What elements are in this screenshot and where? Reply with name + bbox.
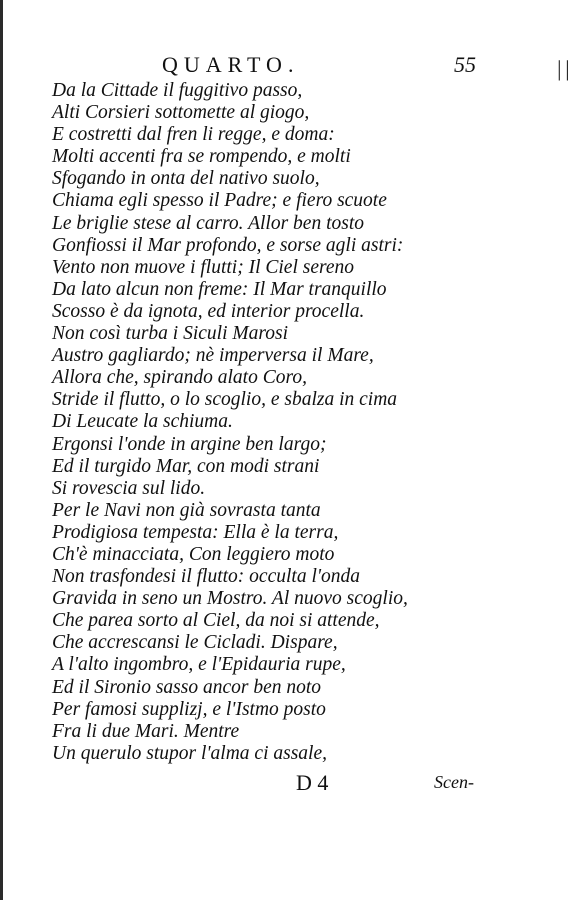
page-header — [0, 52, 578, 80]
verse-line: A l'alto ingombro, e l'Epidauria rupe, — [52, 654, 346, 676]
verse-line: Molti accenti fra se rompendo, e molti — [52, 146, 351, 168]
page-edge — [0, 0, 3, 900]
margin-marks: || — [555, 56, 572, 81]
verse-line: Alti Corsieri sottomette al giogo, — [52, 102, 310, 124]
verse-line: Gonfiossi il Mar profondo, e sorse agli astri: — [52, 234, 404, 256]
verse-line: Chiama egli spesso il Padre; e fiero scuote — [52, 190, 387, 212]
page-number: 55 — [454, 52, 476, 77]
verse-line: E costretti dal fren li regge, e doma: — [52, 124, 335, 146]
verse-line: Sfogando in onta del nativo suolo, — [52, 168, 320, 190]
verse-line: Che parea sorto al Ciel, da noi si attende, — [52, 610, 380, 632]
verse-line: Stride il flutto, o lo scoglio, e sbalza in cima — [52, 389, 398, 411]
signature-mark: D 4 — [296, 770, 329, 795]
running-head: QUARTO. — [162, 52, 300, 77]
verse-line: Che accrescansi le Cicladi. Dispare, — [52, 632, 338, 654]
verse-line: Gravida in seno un Mostro. Al nuovo scoglio, — [52, 588, 408, 610]
verse-line: Non così turba i Siculi Marosi — [52, 323, 288, 345]
verse-line: Prodigiosa tempesta: Ella è la terra, — [52, 521, 339, 543]
verse-line: Ergonsi l'onde in argine ben largo; — [52, 433, 327, 455]
verse-line: Le briglie stese al carro. Allor ben tosto — [52, 212, 364, 234]
verse-line: Vento non muove i flutti; Il Ciel sereno — [52, 256, 355, 278]
verse-line: Di Leucate la schiuma. — [52, 411, 233, 433]
poem-text — [52, 80, 552, 765]
verse-line: Ed il turgido Mar, con modi strani — [52, 455, 320, 477]
verse-line: Da lato alcun non freme: Il Mar tranquillo — [52, 278, 387, 300]
verse-line: Per famosi supplizj, e l'Istmo posto — [52, 698, 326, 720]
verse-line: Allora che, spirando alato Coro, — [52, 367, 307, 389]
verse-line: Non trasfondesi il flutto: occulta l'onda — [52, 566, 361, 588]
verse-line: Ch'è minacciata, Con leggiero moto — [52, 543, 335, 565]
verse-line: Scosso è da ignota, ed interior procella. — [52, 300, 365, 322]
verse-line: Ed il Sironio sasso ancor ben noto — [52, 676, 322, 698]
verse-line: Fra li due Mari. Mentre — [52, 720, 240, 742]
verse-line: Si rovescia sul lido. — [52, 477, 206, 499]
verse-line: Austro gagliardo; nè imperversa il Mare, — [52, 345, 374, 367]
verse-line: Un querulo stupor l'alma ci assale, — [52, 742, 327, 764]
verse-line: Per le Navi non già sovrasta tanta — [52, 499, 321, 521]
verse-line: Da la Cittade il fuggitivo passo, — [52, 80, 303, 101]
catchword: Scen- — [434, 772, 474, 792]
